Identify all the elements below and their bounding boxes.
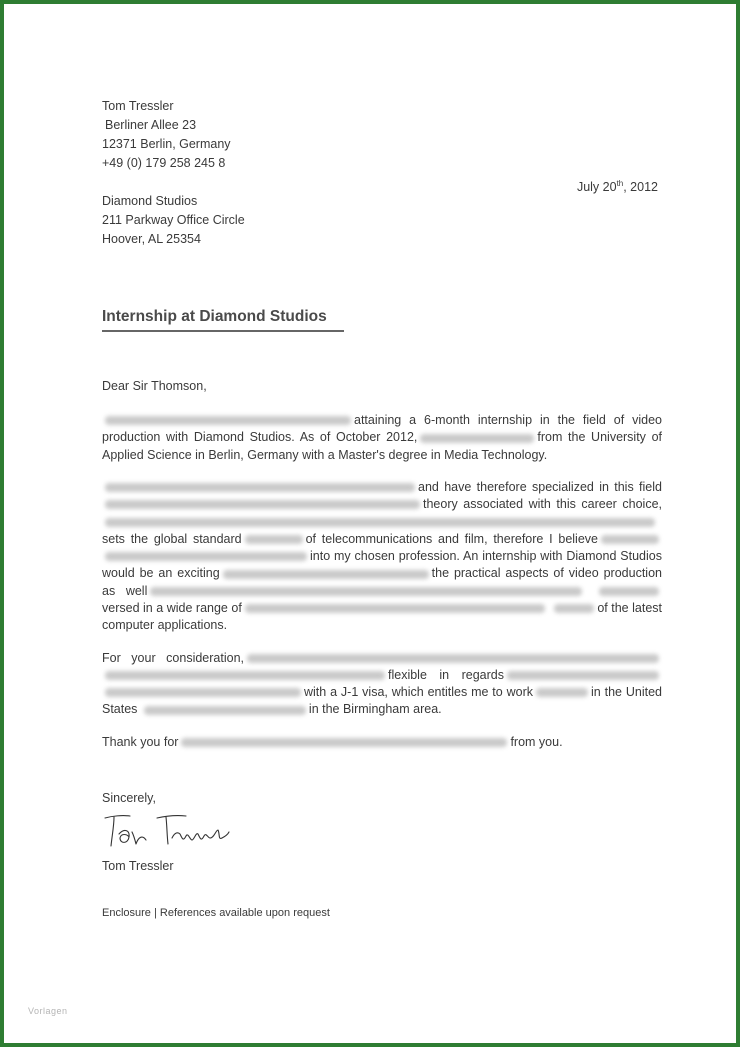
sender-name: Tom Tressler: [102, 99, 174, 113]
subject-text: Internship at Diamond Studios: [102, 308, 327, 325]
redacted-text: [247, 654, 659, 663]
redacted-text: [105, 688, 301, 697]
paragraph-4: Thank you for from you.: [102, 734, 563, 749]
subject-line: [102, 308, 344, 332]
redacted-text: [105, 552, 307, 561]
signature-name: Tom Tressler: [102, 859, 174, 873]
redacted-text: [181, 738, 507, 747]
redacted-text: [105, 483, 415, 492]
letter-body: [102, 412, 662, 751]
enclosure-line: Enclosure | References available upon request: [102, 907, 330, 919]
closing: Sincerely,: [102, 791, 156, 805]
redacted-text: [245, 604, 545, 613]
redacted-text: [536, 688, 588, 697]
sender-phone: +49 (0) 179 258 245 8: [102, 156, 226, 170]
subject-underline: [102, 330, 344, 332]
redacted-text: [223, 570, 429, 579]
redacted-text: [507, 671, 659, 680]
redacted-text: [105, 416, 351, 425]
recipient-block: [102, 192, 245, 249]
recipient-street: 211 Parkway Office Circle: [102, 213, 245, 227]
paragraph-1: attaining a 6-month internship in the field of video production with Diamond Studios. As of October 2012, from the University of Applied Science in Berlin, Germany with a Master's degree in Media Technology.: [102, 413, 663, 462]
redacted-text: [599, 587, 659, 596]
redacted-text: [420, 434, 534, 443]
paragraph-3: For your consideration, flexible in regards with a J-1 visa, which entitles me to work in the United States in the Birmingham area.: [102, 650, 663, 717]
sender-city: 12371 Berlin, Germany: [102, 137, 231, 151]
redacted-text: [105, 518, 655, 527]
paragraph-2: and have therefore specialized in this field theory associated with this career choice, sets the global standard of telecommunications and film, therefore I believe into my chosen profession. An internship with Diamond Studios would be an exciting the practical aspects of video production as well versed in a wide range of of the latest computer applications.: [102, 479, 663, 633]
redacted-text: [150, 587, 582, 596]
signature-image: [102, 810, 232, 850]
redacted-text: [144, 706, 306, 715]
redacted-text: [245, 535, 303, 544]
sender-block: [102, 97, 231, 173]
letter-date: July 20th, 2012: [576, 179, 658, 195]
watermark: Vorlagen: [28, 1006, 68, 1016]
redacted-text: [105, 671, 385, 680]
sender-street: Berliner Allee 23: [105, 118, 197, 132]
recipient-company: Diamond Studios: [102, 194, 198, 208]
letter-page: [4, 4, 736, 1043]
recipient-city: Hoover, AL 25354: [102, 232, 201, 246]
redacted-text: [105, 500, 420, 509]
redacted-text: [554, 604, 594, 613]
redacted-text: [601, 535, 659, 544]
salutation: Dear Sir Thomson,: [102, 379, 207, 393]
